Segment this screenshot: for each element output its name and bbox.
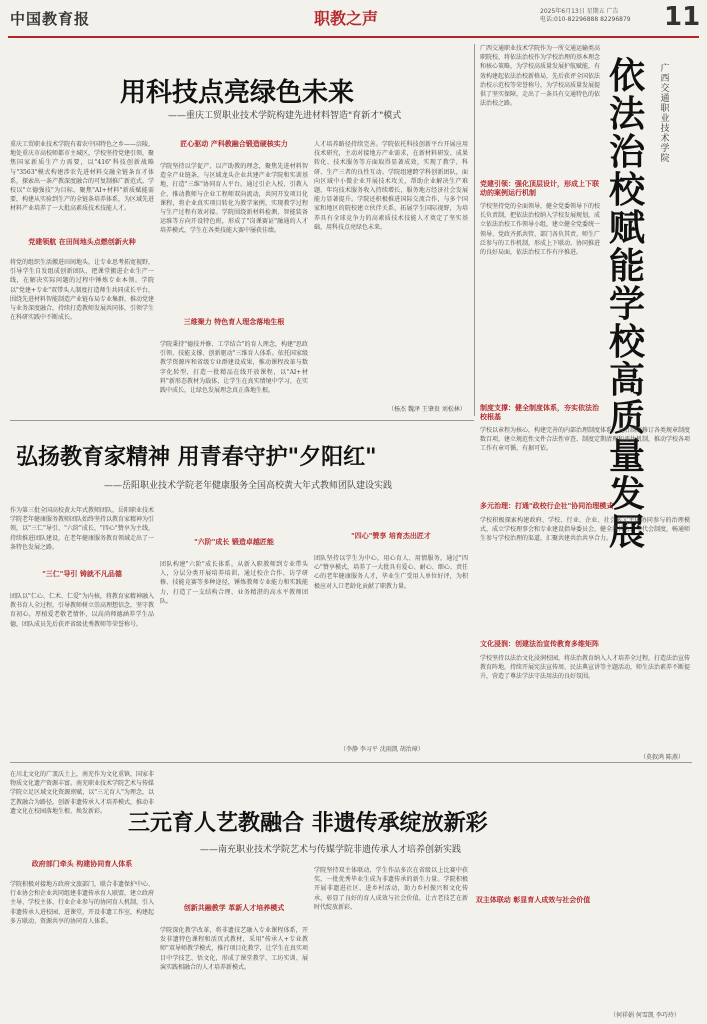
newspaper-logo: 中国教育报 [10,10,91,28]
article2-col2c: 学校坚持以法治文化浸润校园，将法治教育纳入人才培养全过程，打造法治宣传教育阵地，持续开展宪法宣传周、民法典宣讲等主题活动，师生法治素养不断提升，营造了尊法学法守法用法的良好氛围。 [480,655,690,681]
article1-heading2: 匠心驱动 产科教融合锻造硬核实力 [180,140,288,148]
page-number: 11 [664,2,701,32]
article2-school: 广西交通职业技术学院 [660,64,670,164]
article3-col1b: 团队以"仁心、仁术、仁爱"为内核，将教育家精神融入教书育人全过程，引导教师树立崇高理想信念，坚守教育初心，厚植爱老敬老情怀，以高尚师德涵养学生品德，团队成员先后获评省级优秀教师等荣誉称号。 [10,593,154,628]
article4-heading1: 政府部门牵头 构建协同育人体系 [31,860,133,868]
article1-col2: 学院坚持以学促产、以产助教的理念，聚焦先进材料智造全产业链条，与区域龙头企业共建产业学院和实训基地，打造"三维"协同育人平台。通过引企入校、引教入企，推动教师与企业工程师双向流动，共同开发项目化课程，将企业真实项目转化为教学案例，实现教学过程与生产过程有效对接。学院围绕新材料检测、智能装备运维等方向开设特色班，形成了"岗课赛证"融通的人才培养模式，学生在各类技能大赛中屡获佳绩。 [160,163,308,235]
article4-col3: 学院深化教学改革，将非遗技艺融入专业课程体系，开发非遗特色课程和活页式教材，采用"传承人+专业教师"双导师教学模式，推行项目化教学，让学生在真实项目中学技艺、悟文化，形成了课堂教学、工坊实训、展演实践相融合的人才培养新模式。 [160,927,308,971]
article3-col2: 团队构建"六阶"成长体系，从新入职教师到专业带头人，分层分类开展培养培训，通过校企合作、访学研修、技能竞赛等多种途径，锤炼教师专业能力和实践能力，打造了一支结构合理、业务精湛的高水平教师团队。 [160,561,308,605]
masthead-info: 2025年6月13日 星期五 广告 电话:010-82296888 82296879 [540,8,631,23]
article2-col1: 广西交通职业技术学院作为一所交通运输类高职院校，将依法治校作为学校治理的基本理念和核心策略，为学校高质量发展护航赋能，有效构建起依法治校新格局，先后获评全国依法治校示范校等荣誉称号，为学校高质量发展提供了坚实保障，走出了一条具有交通特色的依法治校之路。 [480,45,600,108]
article3-heading2: "六阶"成长 锻造卓越匠能 [194,538,274,546]
article4-subtitle: ——南充职业技术学院艺术与传媒学院非遗传承人才培养创新实践 [200,845,462,855]
article1-col3: 人才培养路径持续完善。学院依托科技创新平台开展应用技术研究，主动对接地方产业需求，在新材料研发、成果转化、技术服务等方面取得显著成效，实现了教学、科研、生产三者的良性互动。学院组建跨学科创新团队，面向区域中小微企业开展技术攻关，帮助企业解决生产难题，年均技术服务收入持续增长，服务地方经济社会发展能力显著提升。学院还积极推进国际交流合作，与多个国家和地区的院校建立伙伴关系，拓展学生国际视野，为培养具有全球竞争力的高素质技术技能人才奠定了坚实基础，用科技点亮绿色未来。 [314,141,468,231]
article4-col1: 在川北文化的广袤沃土上，南充作为文化重镇，国家非物质文化遗产资源丰富。南充职业技术学院艺术与传媒学院立足区域文化资源禀赋，以"三元育人"为理念，以艺教融合为路径，创新非遗传承人才培养模式，推动非遗文化在校园落地生根、焕发新彩。 [10,771,154,815]
article1-col1b: 将党的组织生活搬进田间地头，让专业思考拓宽视野，引导学生自发组成创新团队，把课堂搬进企业生产一线，在解决实际问题的过程中锤炼专业本领。学院以"党建+专业"双带头人制度打造师生共同成长平台，围绕先进材料智能制造产业链布局专业集群，推动党建与业务深度融合，持续打造教师发展共同体，引领学生在科研实践中不断成长。 [10,259,154,322]
article1-heading3: 三维聚力 特色育人理念落地生根 [183,318,285,326]
section-title: 职教之声 [314,9,379,28]
article4-author: （何祥娟 何雪凯 李巧玲） [610,1012,680,1019]
section-divider [10,420,474,421]
article1-heading1: 党建领航 在田间地头点燃创新火种 [28,238,136,246]
article4-col2: 学院积极对接地方政府文旅部门，联合非遗保护中心、行业协会和企业共同组建非遗传承育人联盟，建立政府主导、学校主体、行业企业参与的协同育人机制，引入非遗传承人进校园、进课堂，开设非遗工作室，构建起多方联动、资源共享的协同育人体系。 [10,881,154,925]
article2-author: （莫叙鸿 陈燕） [640,754,684,761]
article1-col2b: 学院秉持"德技并修、工学结合"的育人理念，构建"思政引领、技能支撑、创新驱动"三维育人体系。依托国家级教学资源库和省级专业群建设成果，推动课程改革与数字化转型，打造一批精品在线开放课程，以"AI+材料"新形态教材为载体，让学生在真实情境中学习，在实践中成长，让绿色发展理念真正落地生根。 [160,341,308,395]
article1-col1: 重庆工贸职业技术学院有着农中国特色之乡——涪陵，地处重庆市高校师都市主城区，学校坚持党建引领，聚焦国家新质生产力需要，以"416"科技创新战略与"3563"模式构建涉农先进材料交融全链条育才体系，探索出一条产教深度融合的可复制推广新范式。学校以"立德强技"为目标，聚焦"AI+材料"新质赋能需要，构建从实验到生产的全链条培养体系，为区域先进材料产业培养了一大批高素质技术技能人才。 [10,141,154,213]
article1-author: （杨杰 魏泽 王肇贵 刘松林） [388,406,466,413]
article2-col2: 学校以章程为核心，构建完善的内部治理制度体系，先后制定修订各类规章制度数百项，建立规范性文件合法性审查、制度定期清理和评估机制，推动学校各项工作有章可循、有据可依。 [480,427,690,453]
article3-title: 弘扬教育家精神 用青春守护"夕阳红" [16,445,377,470]
article1-subtitle: ——重庆工贸职业技术学院构建先进材料智造"育新才"模式 [168,111,402,121]
article1-title: 用科技点亮绿色未来 [120,78,355,108]
article3-subtitle: ——岳阳职业技术学院老年健康服务全国高校黄大年式教师团队建设实践 [104,481,393,491]
article2-col2b: 学校积极探索构建政府、学校、行业、企业、社会多元主体协同参与的治理模式，成立学校理事会和专业建设指导委员会，健全教代会、学代会制度，畅通师生参与学校治理的渠道，汇聚共建共治共享合力。 [480,517,690,543]
article2-heading2: 制度支撑：健全制度体系，夯实依法治校根基 [480,404,599,421]
section-divider-2 [10,762,692,763]
article4-heading3: 双主体联动 彰显育人成效与社会价值 [475,896,591,904]
article2-col1b: 学校坚持党的全面领导，健全党委领导下的校长负责制，把依法治校纳入学校发展规划，成立依法治校工作领导小组，建立健全党委统一领导、党政齐抓共管、部门各负其责、师生广泛参与的工作机制，形成上下联动、协同推进的良好局面，依法治校工作有序推进。 [480,203,600,257]
article2-heading3: 多元治理：打通"政校行企社"协同治理模式 [480,502,614,510]
article3-author: （李静 李习平 沈雨凯 胡治璋） [340,746,424,753]
column-divider [474,44,475,416]
article2-heading1: 党建引领：强化顶层设计，形成上下联动的案例运行机制 [480,180,599,197]
article4-col4: 学院坚持双主体联动，学生作品多次在省级以上比赛中获奖，一批优秀毕业生成为非遗传承的新生力量。学院积极开展非遗进社区、进乡村活动，助力乡村振兴和文化传承，彰显了良好的育人成效与社会价值，让古老技艺在新时代绽放新彩。 [314,867,468,911]
article4-title: 三元育人艺教融合 非遗传承绽放新彩 [128,811,488,836]
masthead-rule [8,36,699,38]
article3-col1: 作为第三批全国高校黄大年式教师团队，岳阳职业技术学院老年健康服务教师团队始终坚持以教育家精神为引领，以"三仁"导引、"六阶"成长、"四心"赞享为主线，持续推进团队建设，在老年健康服务教育领域走出了一条特色发展之路。 [10,507,154,551]
article2-title: 依法治校赋能学校高质量发展 [608,56,645,553]
article3-col3: 团队坚持以学生为中心，用心育人、用情服务，通过"四心"赞享模式，培养了一大批具有爱心、耐心、细心、责任心的老年健康服务人才，毕业生广受用人单位好评，为积极应对人口老龄化贡献了职教力量。 [314,555,468,590]
article4-heading2: 创新共融教学 革新人才培养模式 [183,904,285,912]
article2-heading4: 文化浸润：创建法治宣传教育多维矩阵 [480,640,599,648]
article3-heading3: "四心"赞享 培育杰出匠才 [351,532,431,540]
article3-heading1: "三仁"导引 铸就不凡品德 [42,570,122,578]
